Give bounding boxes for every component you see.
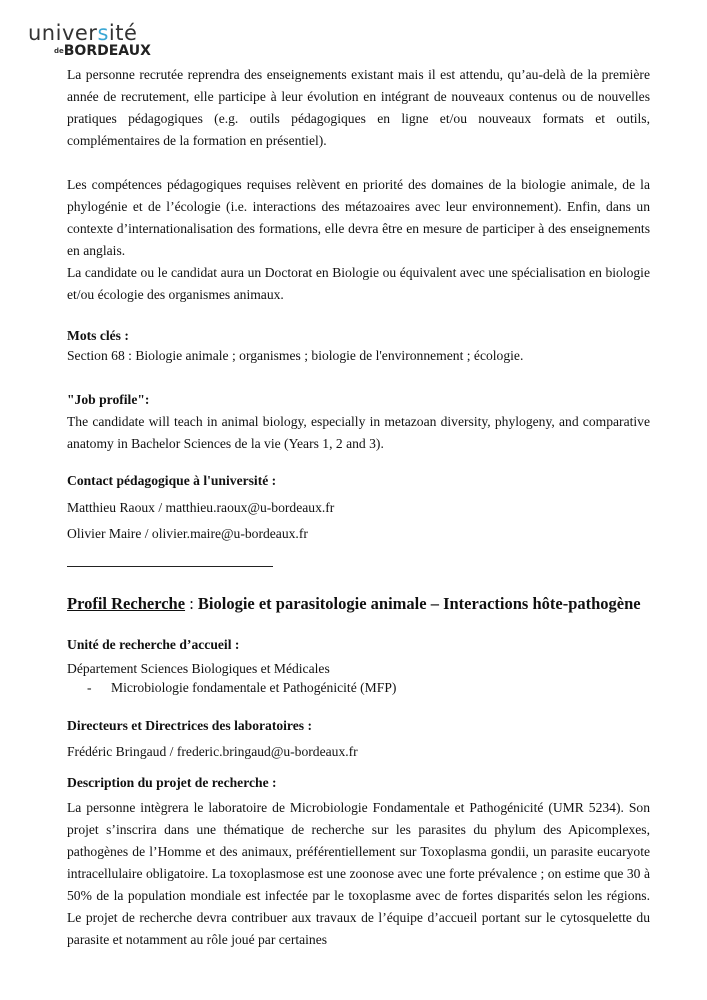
unit-lab-item [67, 677, 670, 699]
paragraph-teaching-evolution: La personne recrutée reprendra des enseignements existant mais il est attendu, qu’au-delà de la première année de recrutement, elle participe à leur évolution en intégrant de nouveaux contenus ou de nouvelles pratiques pédagogiques (e.g. outils pédagogiques en ligne et/ou nouveaux formats et outils, complémentaires de la formation en présentiel). [67, 67, 650, 148]
job-profile-heading: "Job profile": [67, 392, 150, 407]
research-sep: : [185, 594, 198, 613]
unit-lab: Microbiologie fondamentale et Pathogénicité (MFP) [111, 680, 397, 695]
directors-text: Frédéric Bringaud / frederic.bringaud@u-bordeaux.fr [67, 744, 358, 759]
logo-universite: université [28, 21, 138, 45]
university-logo [28, 22, 151, 58]
research-profile-title: Biologie et parasitologie animale – Interactions hôte-pathogène [197, 594, 641, 613]
directors-heading: Directeurs et Directrices des laboratoires : [67, 718, 312, 733]
description-text: La personne intègrera le laboratoire de Microbiologie Fondamentale et Pathogénicité (UMR 5234). Son projet s’inscrira dans une thématique de recherche sur les parasites du phylum des Apicomplexes, pathogènes de l’Homme et des animaux, préférentiellement sur Toxoplasma gondii, un parasite eucaryote intracellulaire obligatoire. La toxoplasmose est une zoonose avec une forte prévalence ; on estime que 30 à 50% de la population mondiale est infectée par le toxoplasme avec de fortes disparités selon les régions. Le projet de recherche devra contribuer aux travaux de l’équipe d’accueil portant sur le cytosquelette du parasite et notamment au rôle joué par certaines [67, 800, 650, 947]
bullet-dash: - [87, 680, 92, 695]
unit-department: Département Sciences Biologiques et Médicales [67, 661, 330, 676]
logo-de: de [54, 47, 64, 55]
paragraph-skills: Les compétences pédagogiques requises relèvent en priorité des domaines de la biologie animale, de la phylogénie et de l’écologie (i.e. interactions des métazoaires avec leur environnement). Enfin, dans un contexte d’internationalisation des formations, elle devra être en mesure de participer à des enseignements en anglais. [67, 177, 650, 258]
contact-item: Matthieu Raoux / matthieu.raoux@u-bordeaux.fr [67, 500, 335, 515]
description-heading: Description du projet de recherche : [67, 775, 277, 790]
research-profile-heading [67, 593, 650, 615]
contact-heading: Contact pédagogique à l'université : [67, 473, 277, 488]
keywords-heading: Mots clés : [67, 328, 129, 343]
unit-heading: Unité de recherche d’accueil : [67, 637, 240, 652]
paragraph-candidate: La candidate ou le candidat aura un Doctorat en Biologie ou équivalent avec une spécialisation en biologie et/ou écologie des organismes animaux. [67, 265, 650, 302]
section-divider [67, 566, 273, 567]
job-profile-text: The candidate will teach in animal biology, especially in metazoan diversity, phylogeny, and comparative anatomy in Bachelor Sciences de la vie (Years 1, 2 and 3). [67, 414, 650, 451]
research-profile-label: Profil Recherche [67, 594, 186, 613]
keywords-text: Section 68 : Biologie animale ; organismes ; biologie de l'environnement ; écologie. [67, 348, 524, 363]
contact-item: Olivier Maire / olivier.maire@u-bordeaux.fr [67, 526, 308, 541]
logo-bordeaux: BORDEAUX [63, 43, 151, 59]
